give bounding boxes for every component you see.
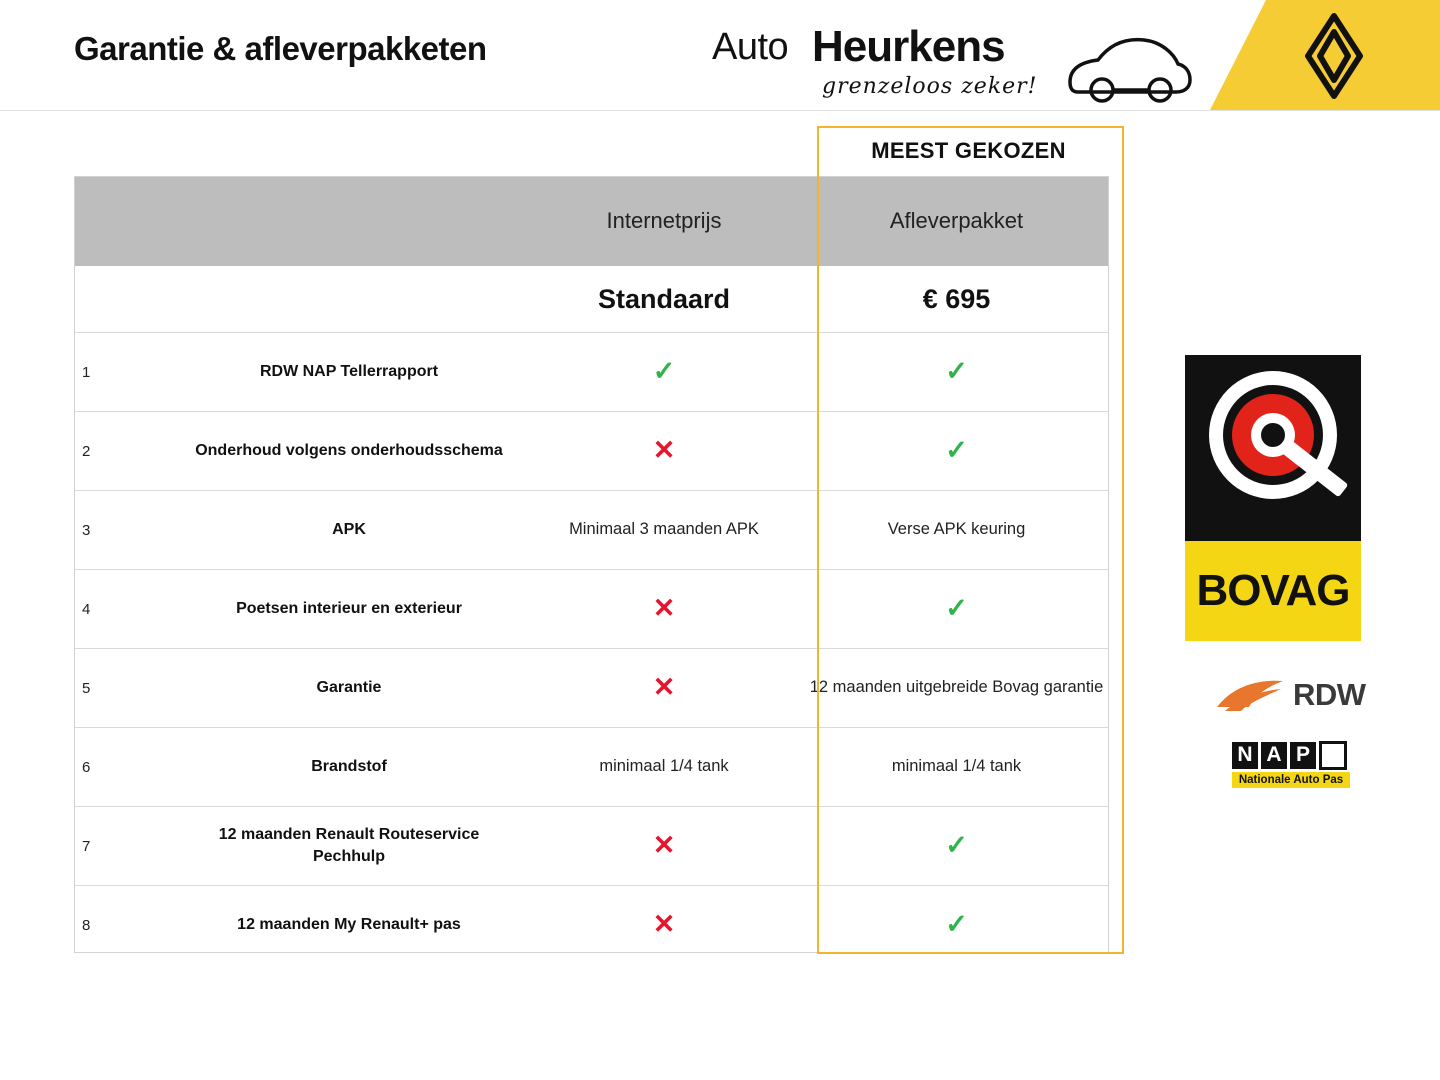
row-feature: Onderhoud volgens onderhoudsschema [174,412,524,491]
row-standard-value [524,807,804,886]
best-choice-badge: MEEST GEKOZEN [871,138,1066,163]
row-package-value [804,412,1109,491]
table-row [74,886,1109,965]
brand-word-heurkens: Heurkens [812,22,1005,71]
row-number: 6 [74,728,174,807]
rdw-flame-icon [1215,677,1287,715]
table-row [74,728,1109,807]
row-standard-value [524,570,804,649]
row-number: 5 [74,649,174,728]
row-standard-value [524,412,804,491]
check-icon: ✓ [652,355,676,386]
row-standard-value [524,886,804,965]
price-spacer-feature [174,266,524,333]
row-feature: Garantie [174,649,524,728]
brand-tagline: grenzeloos zeker! [822,74,1038,99]
corner-banner [1210,0,1440,110]
check-icon: ✓ [945,434,968,465]
row-number: 3 [74,491,174,570]
row-standard-value: minimaal 1/4 tank [524,728,804,807]
header-package: Afleverpakket [804,176,1109,266]
header-number [74,176,174,266]
auto-heurkens-logo [712,18,1192,104]
bovag-logo [1185,355,1361,641]
nap-subtitle: Nationale Auto Pas [1232,772,1350,788]
row-feature: APK [174,491,524,570]
cross-icon: ✕ [652,829,676,860]
brand-word-auto: Auto [712,26,789,68]
row-standard-value [524,333,804,412]
nap-letter-n: N [1232,742,1258,769]
packages-table-wrap [74,176,1109,964]
price-package: € 695 [922,283,991,314]
header-feature [174,176,524,266]
cross-icon: ✕ [652,434,676,465]
header-standard: Internetprijs [524,176,804,266]
row-feature: Brandstof [174,728,524,807]
certification-logos [1185,355,1385,786]
row-package-value [804,333,1109,412]
car-doodle-icon [1064,28,1192,109]
nap-square-icon [1319,741,1347,770]
check-icon: ✓ [945,908,968,939]
row-package-value: minimaal 1/4 tank [804,728,1109,807]
row-package-value: Verse APK keuring [804,491,1109,570]
row-feature: Poetsen interieur en exterieur [174,570,524,649]
table-row [74,649,1109,728]
row-number: 1 [74,333,174,412]
table-row [74,333,1109,412]
row-number: 4 [74,570,174,649]
row-standard-value: Minimaal 3 maanden APK [524,491,804,570]
price-spacer-number [74,266,174,333]
row-standard-value [524,649,804,728]
price-standard: Standaard [597,283,731,314]
row-feature: 12 maanden Renault Routeservice Pechhulp [174,807,524,886]
table-row [74,412,1109,491]
bovag-wordmark: BOVAG [1196,566,1350,615]
cross-icon: ✕ [652,592,676,623]
check-icon: ✓ [945,355,968,386]
table-row [74,807,1109,886]
nap-letter-p: P [1290,742,1316,769]
rdw-wordmark: RDW [1293,677,1366,712]
row-number: 8 [74,886,174,965]
bovag-wordmark-box [1185,541,1361,641]
cross-icon: ✕ [652,671,676,702]
row-feature: RDW NAP Tellerrapport [174,333,524,412]
rdw-logo [1215,673,1395,723]
cross-icon: ✕ [652,908,676,939]
check-icon: ✓ [945,829,968,860]
table-header-row [74,176,1109,266]
price-row [74,266,1109,333]
row-number: 2 [74,412,174,491]
row-number: 7 [74,807,174,886]
packages-table [74,176,1109,964]
renault-diamond-icon [1288,10,1380,107]
table-row [74,491,1109,570]
nap-letter-a: A [1261,742,1287,769]
table-row [74,570,1109,649]
row-package-value [804,570,1109,649]
row-package-value: 12 maanden uitgebreide Bovag garantie [804,649,1109,728]
nap-letters [1232,740,1382,770]
bovag-emblem [1185,355,1361,541]
page-header [0,0,1440,111]
page-title: Garantie & afleverpakketen [74,30,487,67]
row-package-value [804,886,1109,965]
row-feature: 12 maanden My Renault+ pas [174,886,524,965]
nap-logo [1232,740,1382,788]
row-package-value [804,807,1109,886]
check-icon: ✓ [945,592,968,623]
